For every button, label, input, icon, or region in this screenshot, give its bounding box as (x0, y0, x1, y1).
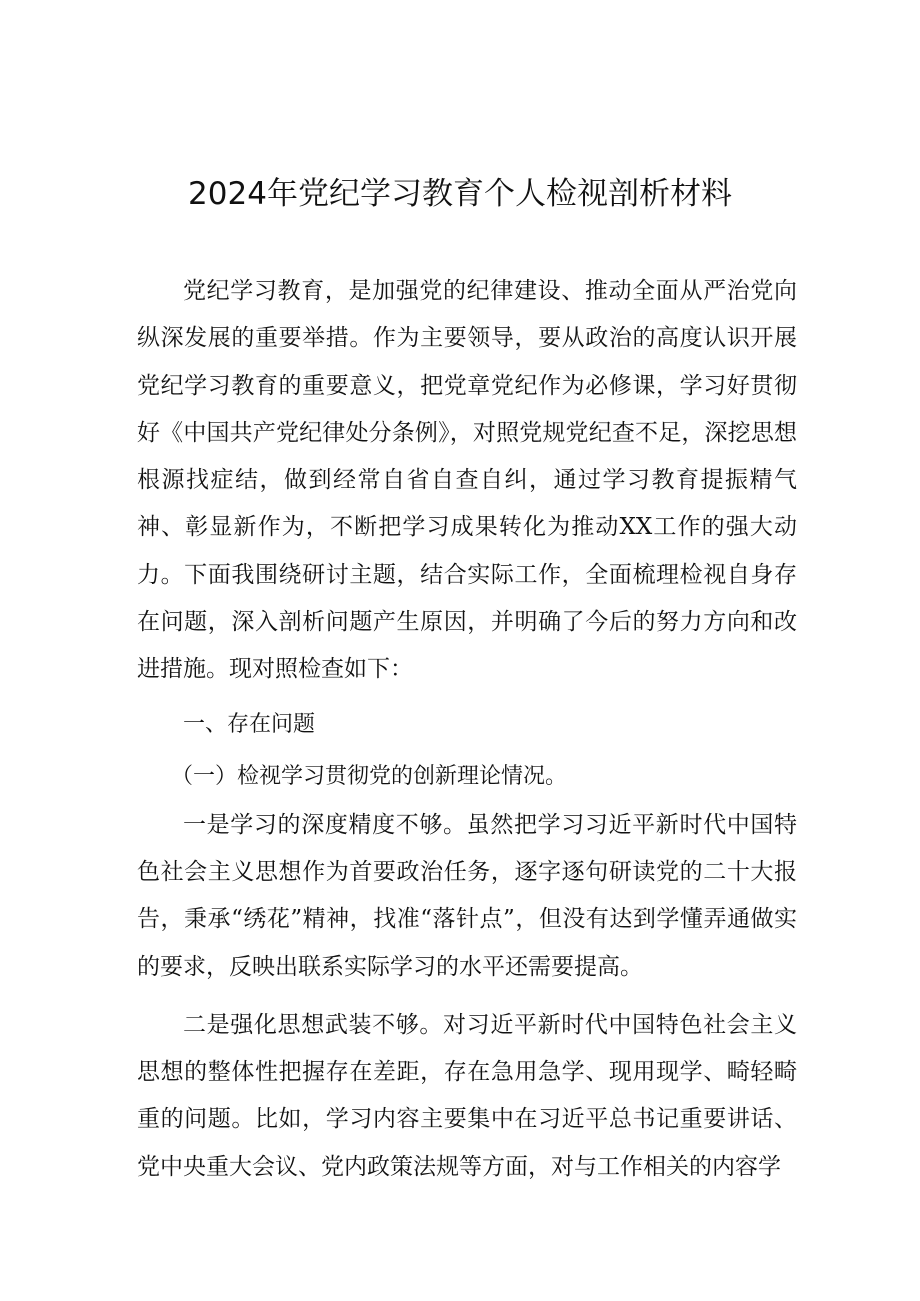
point-paragraph-1: 一是学习的深度精度不够。虽然把学习习近平新时代中国特色社会主义思想作为首要政治任务，逐字逐句研读党的二十大报告，秉承“绣花”精神，找准“落针点”，但没有达到学懂弄通做实的要求，反映出联系实际学习的水平还需要提高。 (137, 811, 797, 980)
intro-paragraph: 党纪学习教育，是加强党的纪律建设、推动全面从严治党向纵深发展的重要举措。作为主要领导，要从政治的高度认识开展党纪学习教育的重要意义，把党章党纪作为必修课，学习好贯彻好《中国共产党纪律处分条例》，对照党规党纪查不足，深挖思想根源找症结，做到经常自省自查自纠，通过学习教育提振精气神、彰显新作为，不断把学习成果转化为推动XX工作的强大动力。下面我围绕研讨主题，结合实际工作，全面梳理检视自身存在问题，深入剖析问题产生原因，并明确了今后的努力方向和改进措施。现对照检查如下： (137, 278, 797, 683)
document-body (137, 268, 797, 1191)
point-paragraph-2: 二是强化思想武装不够。对习近平新时代中国特色社会主义思想的整体性把握存在差距，存在急用急学、现用现学、畸轻畸重的问题。比如，学习内容主要集中在习近平总书记重要讲话、党中央重大会议、党内政策法规等方面，对与工作相关的内容学 (137, 1011, 797, 1180)
section-heading-problems: 一、存在问题 (183, 711, 316, 737)
document-title: 2024年党纪学习教育个人检视剖析材料 (188, 176, 732, 212)
subsection-heading-theory: （一）检视学习贯彻党的创新理论情况。 (171, 763, 568, 789)
